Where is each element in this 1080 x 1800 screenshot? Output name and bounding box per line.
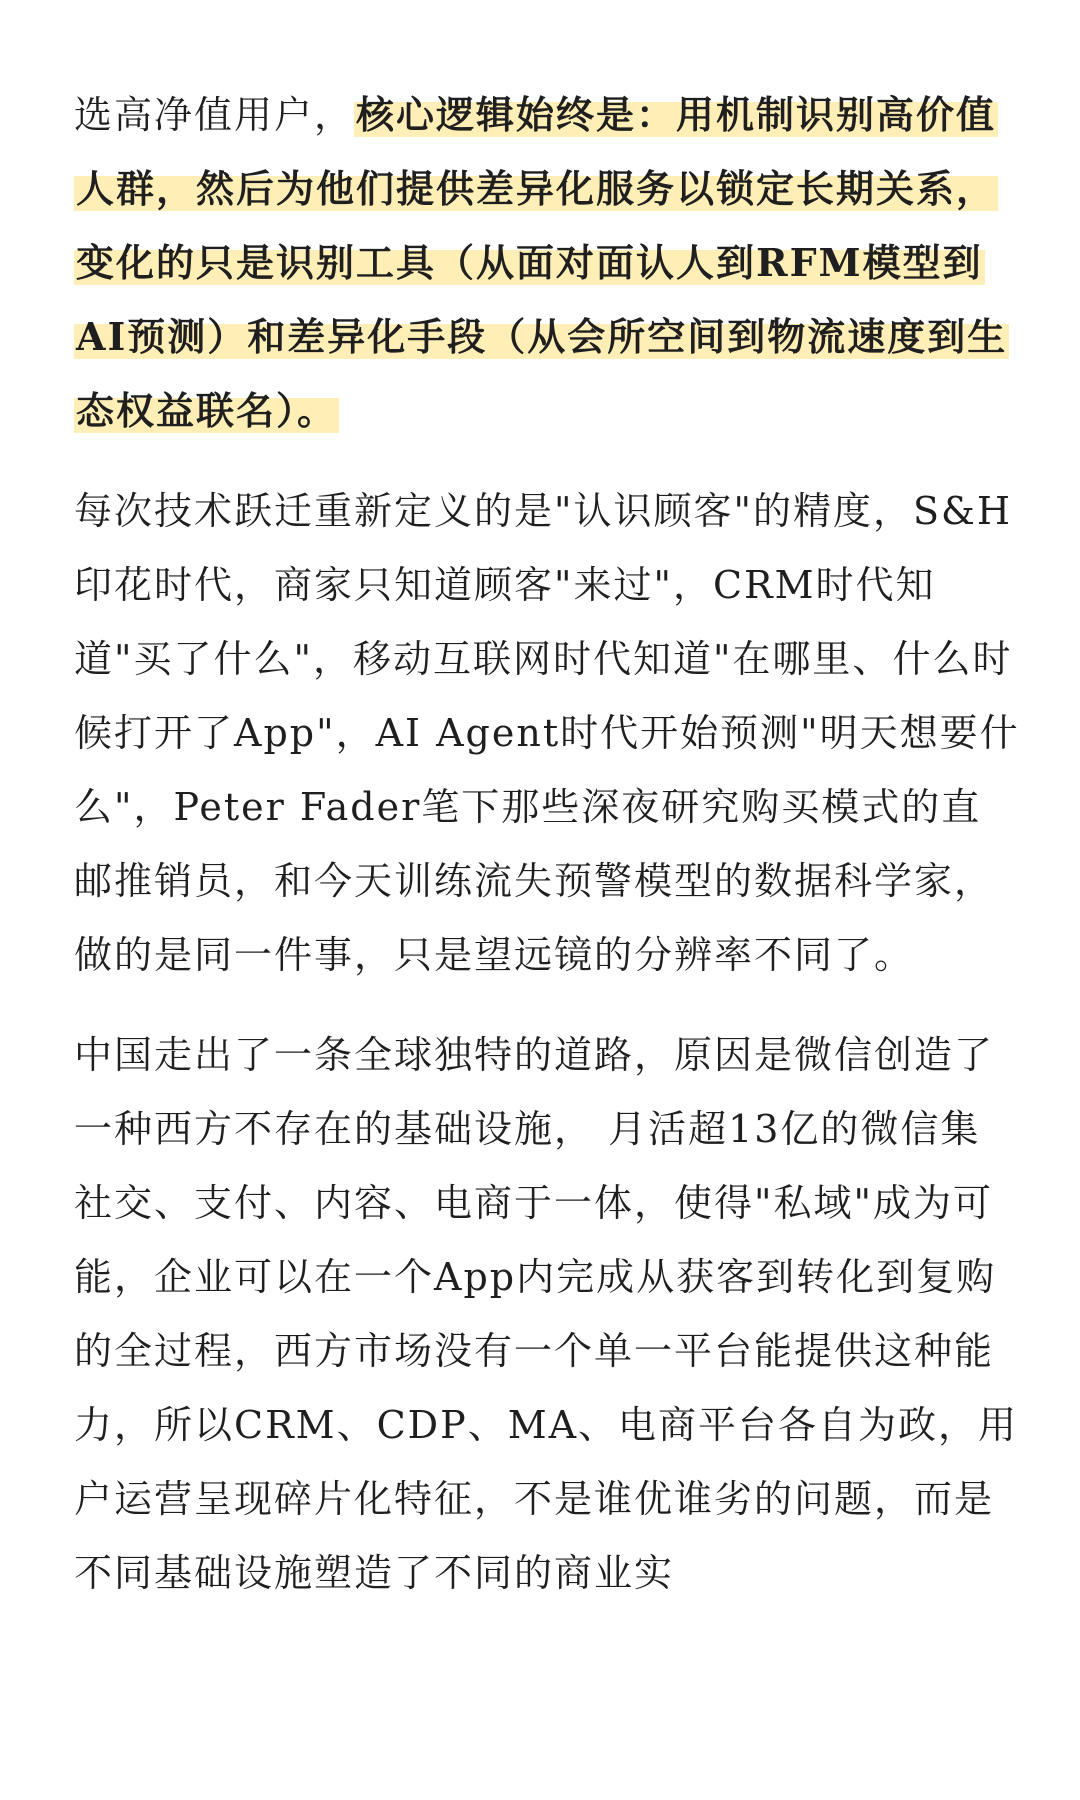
paragraph-1 bbox=[74, 78, 1020, 448]
paragraph-2: 每次技术跃迁重新定义的是"认识顾客"的精度，S&H印花时代，商家只知道顾客"来过"，CRM时代知道"买了什么"，移动互联网时代知道"在哪里、什么时候打开了App"，AI Agent时代开始预测"明天想要什么"，Peter Fader笔下那些深夜研究购买模式的直邮推销员，和今天训练流失预警模型的数据科学家，做的是同一件事，只是望远镜的分辨率不同了。 bbox=[74, 489, 1020, 977]
highlighted-passage: 核心逻辑始终是：用机制识别高价值人群，然后为他们提供差异化服务以锁定长期关系，变化的只是识别工具（从面对面认人到RFM模型到AI预测）和差异化手段（从会所空间到物流速度到生态权益联名）。 bbox=[76, 92, 1008, 433]
article-body bbox=[74, 78, 1020, 1636]
paragraph-3: 中国走出了一条全球独特的道路，原因是微信创造了一种西方不存在的基础设施， 月活超13亿的微信集社交、支付、内容、电商于一体，使得"私域"成为可能，企业可以在一个App内完成从获客到转化到复购的全过程，西方市场没有一个单一平台能提供这种能力，所以CRM、CDP、MA、电商平台各自为政，用户运营呈现碎片化特征，不是谁优谁劣的问题，而是不同基础设施塑造了不同的商业实 bbox=[74, 1033, 1019, 1595]
paragraph-1-lead: 选高净值用户， bbox=[74, 93, 355, 137]
